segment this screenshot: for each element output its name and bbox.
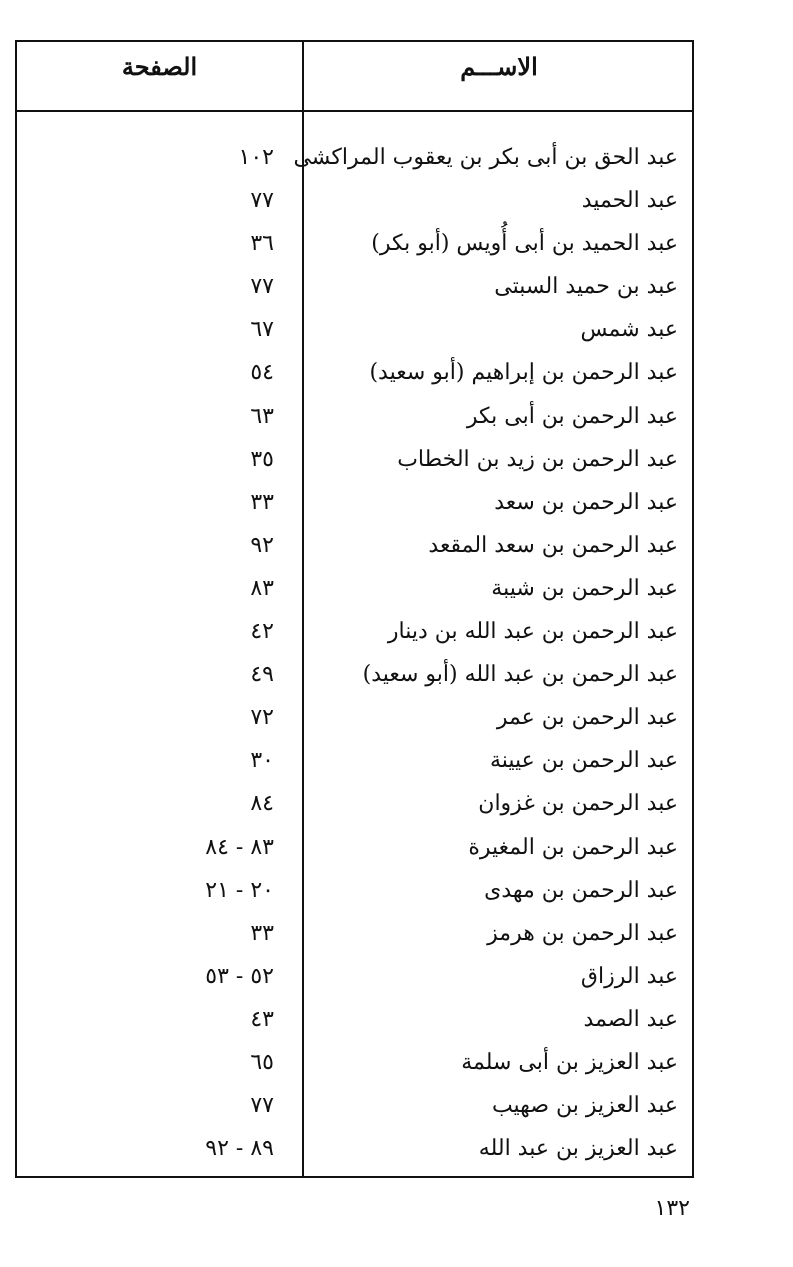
- entry-pages: ٥٤: [250, 360, 274, 386]
- table-row: [0, 831, 793, 874]
- table-row: [0, 443, 793, 486]
- table-row: [0, 658, 793, 701]
- index-rows: [0, 141, 793, 1175]
- entry-name: عبد الحق بن أبى بكر بن يعقوب المراكشى: [293, 145, 678, 170]
- entry-pages: ٣٣: [250, 920, 274, 946]
- table-row: [0, 960, 793, 1003]
- page-column-header: الصفحة: [121, 52, 198, 81]
- entry-name: عبد شمس: [580, 317, 678, 343]
- entry-pages: ٥٢ - ٥٣: [205, 963, 274, 989]
- entry-name: عبد الرحمن بن المغيرة: [468, 834, 678, 860]
- entry-pages: ٦٣: [250, 403, 274, 429]
- entry-name: عبد الرحمن بن شيبة: [491, 575, 678, 601]
- table-row: [0, 917, 793, 960]
- table-row: [0, 141, 793, 184]
- entry-pages: ٧٧: [250, 188, 274, 214]
- table-row: [0, 184, 793, 227]
- table-row: [0, 615, 793, 658]
- table-row: [0, 1089, 793, 1132]
- entry-name: عبد الرحمن بن زيد بن الخطاب: [397, 446, 678, 472]
- entry-name: عبد الرحمن بن عمر: [496, 705, 678, 731]
- header-divider: [15, 110, 694, 112]
- entry-pages: ٩٢: [250, 532, 274, 558]
- entry-name: عبد الحميد: [581, 188, 678, 214]
- entry-name: عبد الرحمن بن إبراهيم (أبو سعيد): [369, 360, 678, 386]
- entry-name: عبد العزيز بن عبد الله: [478, 1136, 678, 1162]
- entry-pages: ٧٧: [250, 274, 274, 300]
- entry-name: عبد الرحمن بن عبد الله بن دينار: [387, 619, 678, 645]
- entry-pages: ٣٣: [250, 489, 274, 515]
- table-row: [0, 572, 793, 615]
- name-column-header: الاســـم: [460, 52, 538, 81]
- entry-name: عبد الرزاق: [580, 963, 678, 989]
- entry-pages: ٨٣: [250, 575, 274, 601]
- table-row: [0, 313, 793, 356]
- entry-pages: ٣٠: [250, 748, 274, 774]
- entry-name: عبد الرحمن بن غزوان: [478, 791, 678, 817]
- table-row: [0, 1046, 793, 1089]
- entry-pages: ٢٠ - ٢١: [205, 877, 274, 903]
- table-row: [0, 529, 793, 572]
- entry-pages: ٤٩: [250, 662, 274, 688]
- table-row: [0, 486, 793, 529]
- entry-pages: ٤٣: [250, 1006, 274, 1032]
- entry-pages: ٨٤: [250, 791, 274, 817]
- table-row: [0, 744, 793, 787]
- entry-pages: ٦٧: [250, 317, 274, 343]
- entry-name: عبد الرحمن بن هرمز: [487, 920, 678, 946]
- table-row: [0, 874, 793, 917]
- page-number: ١٣٢: [654, 1196, 690, 1221]
- entry-name: عبد بن حميد السبتى: [494, 274, 678, 300]
- entry-name: عبد الصمد: [583, 1006, 678, 1032]
- table-row: [0, 787, 793, 830]
- entry-pages: ٨٩ - ٩٢: [205, 1136, 274, 1162]
- entry-name: عبد الحميد بن أبى أُويس (أبو بكر): [371, 231, 678, 257]
- entry-pages: ١٠٢: [238, 145, 274, 170]
- entry-pages: ٨٣ - ٨٤: [205, 834, 274, 860]
- table-row: [0, 701, 793, 744]
- entry-pages: ٤٢: [250, 619, 274, 645]
- entry-name: عبد الرحمن بن سعد المقعد: [428, 532, 678, 558]
- table-row: [0, 356, 793, 399]
- entry-name: عبد الرحمن بن عبد الله (أبو سعيد): [362, 662, 678, 688]
- table-row: [0, 1003, 793, 1046]
- entry-name: عبد العزيز بن أبى سلمة: [461, 1049, 678, 1075]
- table-row: [0, 1132, 793, 1175]
- table-row: [0, 227, 793, 270]
- table-row: [0, 270, 793, 313]
- entry-name: عبد الرحمن بن سعد: [494, 489, 678, 515]
- entry-name: عبد العزيز بن صهيب: [491, 1093, 678, 1119]
- entry-pages: ٧٢: [250, 705, 274, 731]
- entry-pages: ٣٥: [250, 446, 274, 472]
- entry-pages: ٧٧: [250, 1093, 274, 1119]
- entry-pages: ٦٥: [250, 1049, 274, 1075]
- entry-name: عبد الرحمن بن عيينة: [489, 748, 678, 774]
- entry-pages: ٣٦: [250, 231, 274, 257]
- table-row: [0, 400, 793, 443]
- entry-name: عبد الرحمن بن مهدى: [484, 877, 678, 903]
- entry-name: عبد الرحمن بن أبى بكر: [466, 403, 678, 429]
